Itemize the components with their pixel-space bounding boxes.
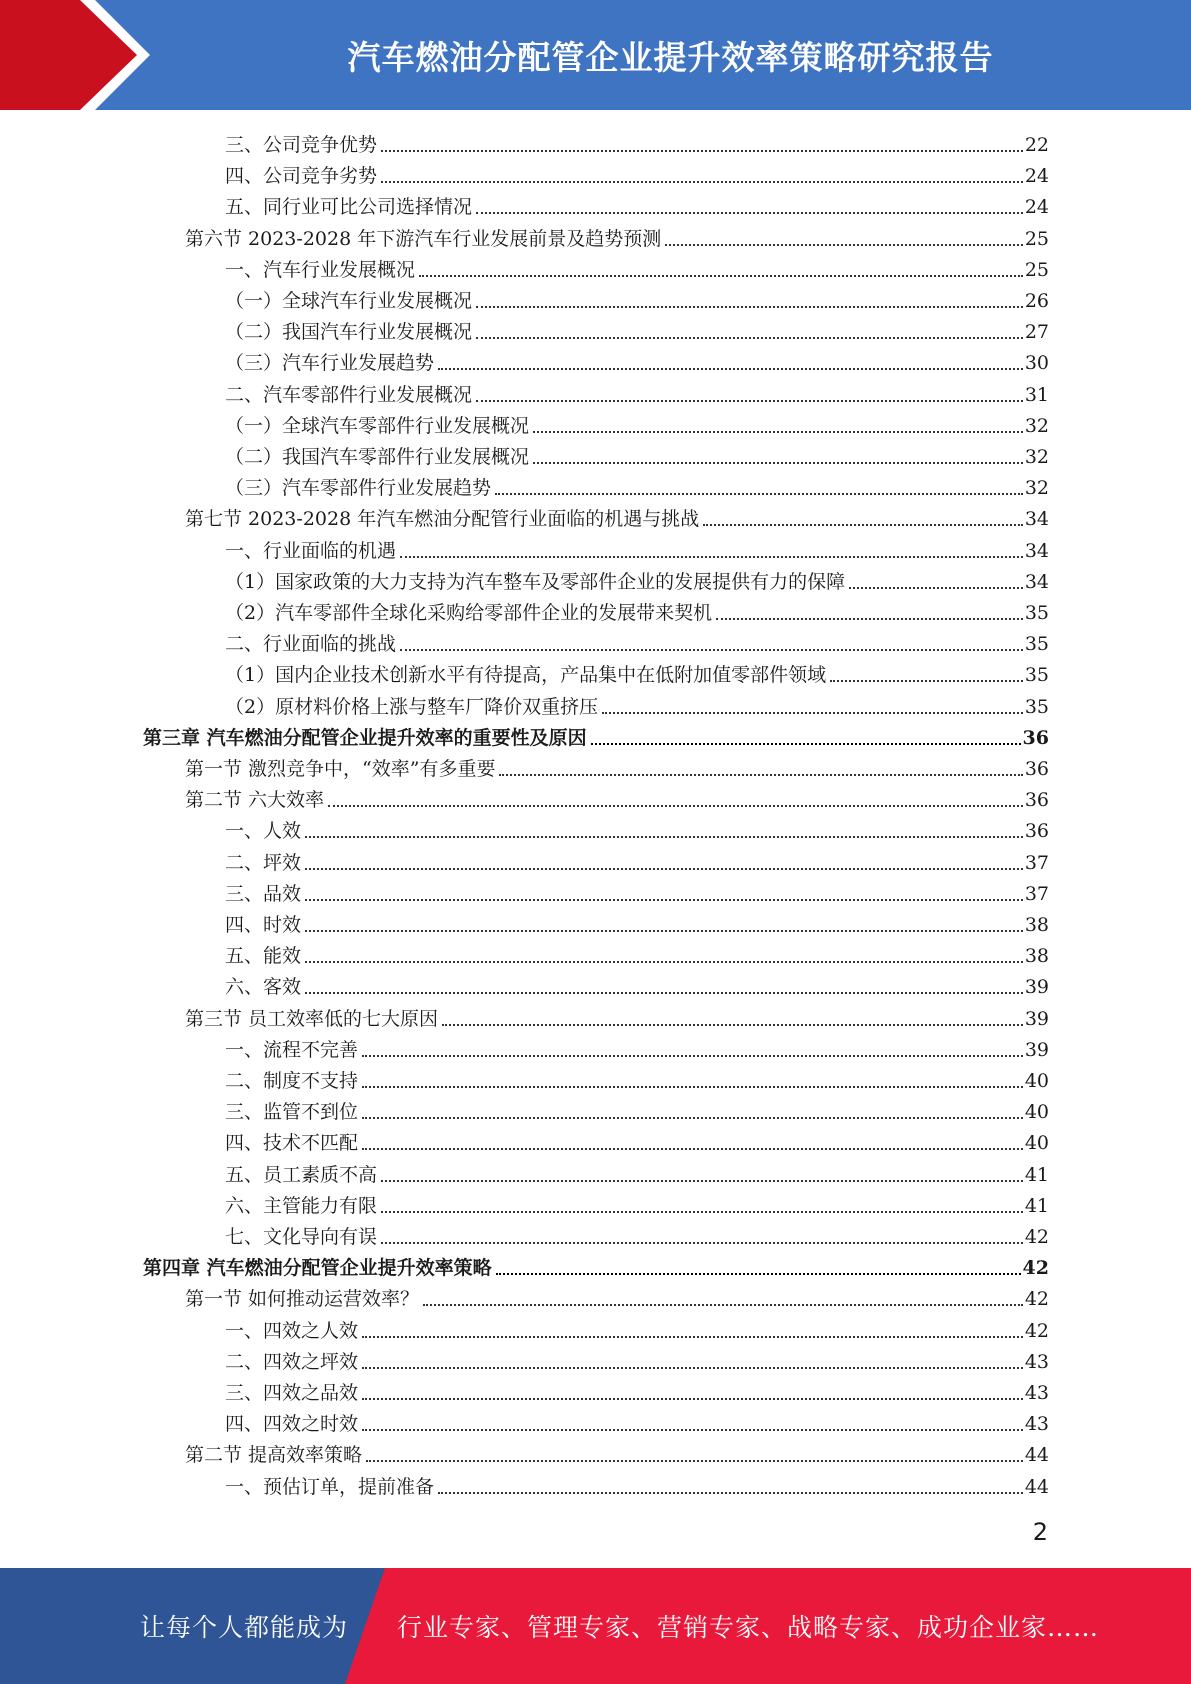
toc-entry-label: 四、时效 — [225, 914, 302, 936]
toc-entry-page: 36 — [1022, 726, 1049, 749]
toc-entry-label: 四、四效之时效 — [225, 1413, 359, 1436]
toc-entry-page: 32 — [1024, 446, 1049, 468]
toc-entry-page: 22 — [1024, 134, 1049, 156]
toc-entry-page: 34 — [1024, 570, 1049, 593]
toc-dot-leader — [362, 1367, 1023, 1369]
toc-subsection-entry[interactable] — [225, 314, 1049, 345]
toc-entry-label: 一、汽车行业发展概况 — [225, 258, 416, 281]
toc-subsection-entry[interactable] — [225, 938, 1049, 969]
toc-entry-label: 第七节 2023-2028 年汽车燃油分配管行业面临的机遇与挑战 — [185, 508, 700, 531]
toc-entry-label: （二）我国汽车行业发展概况 — [225, 321, 473, 344]
toc-entry-page: 42 — [1024, 1288, 1049, 1311]
toc-entry-label: （三）汽车行业发展趋势 — [225, 352, 435, 375]
toc-dot-leader — [362, 1055, 1023, 1057]
toc-dot-leader — [591, 743, 1021, 745]
toc-entry-label: 第一节 如何推动运营效率？ — [185, 1288, 420, 1311]
toc-dot-leader — [665, 244, 1023, 246]
toc-section-entry[interactable] — [185, 221, 1049, 252]
toc-dot-leader — [305, 930, 1023, 932]
toc-entry-page: 43 — [1024, 1382, 1049, 1404]
toc-entry-label: 二、汽车零部件行业发展概况 — [225, 383, 473, 406]
toc-entry-page: 35 — [1024, 664, 1049, 687]
toc-entry-page: 34 — [1024, 539, 1049, 562]
toc-subsection-entry[interactable] — [225, 1125, 1049, 1156]
toc-entry-label: 第六节 2023-2028 年下游汽车行业发展前景及趋势预测 — [185, 227, 662, 250]
toc-entry-label: 二、坪效 — [225, 851, 302, 874]
toc-entry-label: 第三节 员工效率低的七大原因 — [185, 1007, 439, 1030]
toc-dot-leader — [400, 556, 1023, 558]
toc-entry-page: 39 — [1024, 976, 1049, 999]
toc-subsection-entry[interactable] — [225, 127, 1049, 158]
toc-dot-leader — [305, 836, 1023, 838]
toc-subsection-entry[interactable] — [225, 689, 1049, 720]
toc-entry-label: （一）全球汽车零部件行业发展概况 — [225, 414, 530, 437]
header-banner — [0, 0, 1191, 110]
toc-dot-leader — [438, 368, 1023, 370]
toc-entry-label: 一、人效 — [225, 820, 302, 843]
toc-dot-leader — [362, 1117, 1023, 1119]
toc-subsection-entry[interactable] — [225, 345, 1049, 376]
toc-entry-page: 42 — [1024, 1319, 1049, 1342]
toc-dot-leader — [830, 680, 1023, 682]
toc-entry-label: 一、预估订单，提前准备 — [225, 1475, 435, 1498]
toc-dot-leader — [533, 431, 1023, 433]
toc-dot-leader — [381, 150, 1023, 152]
toc-entry-page: 36 — [1024, 820, 1049, 843]
toc-subsection-entry[interactable] — [225, 283, 1049, 314]
toc-dot-leader — [442, 1024, 1023, 1026]
toc-subsection-entry[interactable] — [225, 1219, 1049, 1250]
toc-dot-leader — [362, 1429, 1023, 1431]
toc-subsection-entry[interactable] — [225, 189, 1049, 220]
page-number: 2 — [1032, 1518, 1048, 1546]
toc-entry-page: 24 — [1024, 165, 1049, 188]
toc-dot-leader — [400, 649, 1023, 651]
toc-entry-label: （一）全球汽车行业发展概况 — [225, 290, 473, 312]
toc-dot-leader — [362, 1336, 1023, 1338]
toc-entry-label: 一、行业面临的机遇 — [225, 539, 397, 562]
toc-entry-page: 40 — [1024, 1070, 1049, 1092]
toc-dot-leader — [849, 587, 1023, 589]
toc-entry-page: 40 — [1024, 1132, 1049, 1155]
toc-entry-page: 35 — [1024, 633, 1049, 656]
toc-entry-label: 五、能效 — [225, 945, 302, 968]
toc-subsection-entry[interactable] — [225, 439, 1049, 470]
toc-entry-label: 第二节 提高效率策略 — [185, 1444, 363, 1467]
toc-dot-leader — [328, 805, 1023, 807]
toc-entry-label: 三、四效之品效 — [225, 1382, 359, 1404]
toc-dot-leader — [419, 275, 1023, 277]
toc-dot-leader — [305, 992, 1023, 994]
toc-dot-leader — [305, 868, 1023, 870]
toc-dot-leader — [499, 774, 1022, 776]
toc-entry-label: （2）原材料价格上涨与整车厂降价双重挤压 — [225, 695, 599, 718]
toc-dot-leader — [366, 1460, 1023, 1462]
toc-entry-page: 43 — [1024, 1413, 1049, 1436]
toc-subsection-entry[interactable] — [225, 969, 1049, 1000]
toc-entry-page: 38 — [1024, 945, 1049, 968]
toc-subsection-entry[interactable] — [225, 657, 1049, 688]
toc-entry-label: 一、四效之人效 — [225, 1319, 359, 1342]
footer-banner — [0, 1568, 1191, 1684]
toc-entry-page: 36 — [1024, 758, 1049, 780]
toc-entry-label: 四、技术不匹配 — [225, 1132, 359, 1155]
toc-subsection-entry[interactable] — [225, 377, 1049, 408]
toc-entry-label: （2）汽车零部件全球化采购给零部件企业的发展带来契机 — [225, 602, 713, 624]
toc-section-entry[interactable] — [185, 1437, 1049, 1468]
toc-entry-page: 37 — [1024, 851, 1049, 874]
toc-subsection-entry[interactable] — [225, 845, 1049, 876]
toc-subsection-entry[interactable] — [225, 1406, 1049, 1437]
toc-entry-page: 31 — [1024, 383, 1049, 406]
toc-entry-page: 32 — [1024, 414, 1049, 437]
toc-entry-page: 43 — [1024, 1350, 1049, 1373]
toc-entry-label: 三、公司竞争优势 — [225, 134, 378, 156]
toc-entry-label: 第一节 激烈竞争中，“效率”有多重要 — [185, 758, 496, 780]
toc-entry-label: （1）国内企业技术创新水平有待提高，产品集中在低附加值零部件领域 — [225, 664, 827, 687]
toc-entry-label: 二、制度不支持 — [225, 1070, 359, 1092]
toc-entry-label: 三、品效 — [225, 882, 302, 905]
toc-dot-leader — [495, 493, 1023, 495]
toc-entry-page: 35 — [1024, 602, 1049, 624]
toc-chapter-entry[interactable] — [143, 1250, 1049, 1281]
toc-entry-page: 30 — [1024, 352, 1049, 375]
toc-entry-page: 42 — [1024, 1226, 1049, 1248]
toc-subsection-entry[interactable] — [225, 626, 1049, 657]
toc-dot-leader — [423, 1304, 1023, 1306]
toc-subsection-entry[interactable] — [225, 813, 1049, 844]
toc-subsection-entry[interactable] — [225, 470, 1049, 501]
toc-subsection-entry[interactable] — [225, 1375, 1049, 1406]
toc-entry-label: （三）汽车零部件行业发展趋势 — [225, 477, 492, 500]
toc-subsection-entry[interactable] — [225, 595, 1049, 626]
toc-entry-page: 36 — [1024, 789, 1049, 812]
toc-entry-page: 42 — [1022, 1257, 1049, 1280]
toc-section-entry[interactable] — [185, 751, 1049, 782]
toc-entry-page: 38 — [1024, 914, 1049, 936]
toc-dot-leader — [381, 181, 1023, 183]
toc-entry-page: 41 — [1024, 1163, 1049, 1186]
toc-dot-leader — [305, 961, 1023, 963]
toc-subsection-entry[interactable] — [225, 1313, 1049, 1344]
toc-dot-leader — [716, 618, 1023, 620]
toc-subsection-entry[interactable] — [225, 564, 1049, 595]
toc-subsection-entry[interactable] — [225, 907, 1049, 938]
toc-entry-label: 第二节 六大效率 — [185, 789, 325, 812]
toc-dot-leader — [476, 212, 1023, 214]
toc-entry-label: 二、行业面临的挑战 — [225, 633, 397, 656]
toc-subsection-entry[interactable] — [225, 1188, 1049, 1219]
toc-dot-leader — [381, 1242, 1023, 1244]
toc-entry-label: 三、监管不到位 — [225, 1101, 359, 1124]
toc-dot-leader — [476, 306, 1023, 308]
toc-dot-leader — [703, 524, 1023, 526]
toc-dot-leader — [602, 712, 1023, 714]
toc-dot-leader — [362, 1398, 1023, 1400]
toc-section-entry[interactable] — [185, 1001, 1049, 1032]
toc-dot-leader — [438, 1492, 1023, 1494]
header-arrow-decoration — [0, 0, 150, 110]
toc-dot-leader — [533, 462, 1023, 464]
footer-slogan-left: 让每个人都能成为 — [140, 1613, 349, 1642]
toc-dot-leader — [362, 1086, 1023, 1088]
toc-subsection-entry[interactable] — [225, 876, 1049, 907]
toc-entry-page: 34 — [1024, 508, 1049, 531]
toc-entry-page: 44 — [1024, 1444, 1049, 1467]
footer-slogan-right: 行业专家、管理专家、营销专家、战略专家、成功企业家…… — [397, 1613, 1100, 1642]
toc-subsection-entry[interactable] — [225, 408, 1049, 439]
toc-entry-page: 35 — [1024, 695, 1049, 718]
toc-entry-page: 40 — [1024, 1101, 1049, 1124]
toc-entry-page: 39 — [1024, 1038, 1049, 1061]
toc-entry-page: 39 — [1024, 1007, 1049, 1030]
toc-entry-label: 六、主管能力有限 — [225, 1194, 378, 1217]
toc-dot-leader — [305, 899, 1023, 901]
toc-entry-page: 25 — [1024, 258, 1049, 281]
toc-entry-page: 41 — [1024, 1194, 1049, 1217]
toc-entry-label: 二、四效之坪效 — [225, 1350, 359, 1373]
toc-subsection-entry[interactable] — [225, 1344, 1049, 1375]
toc-entry-label: 第四章 汽车燃油分配管企业提升效率策略 — [143, 1257, 492, 1280]
toc-entry-page: 32 — [1024, 477, 1049, 500]
toc-subsection-entry[interactable] — [225, 1032, 1049, 1063]
toc-entry-label: 六、客效 — [225, 976, 302, 999]
toc-section-entry[interactable] — [185, 782, 1049, 813]
toc-entry-label: 四、公司竞争劣势 — [225, 165, 378, 188]
toc-entry-label: 第三章 汽车燃油分配管企业提升效率的重要性及原因 — [143, 726, 587, 749]
toc-entry-label: （1）国家政策的大力支持为汽车整车及零部件企业的发展提供有力的保障 — [225, 570, 846, 593]
toc-entry-page: 37 — [1024, 882, 1049, 905]
toc-dot-leader — [381, 1211, 1023, 1213]
toc-entry-page: 26 — [1024, 290, 1049, 312]
toc-chapter-entry[interactable] — [143, 720, 1049, 751]
toc-entry-page: 44 — [1024, 1475, 1049, 1498]
toc-entry-label: 五、同行业可比公司选择情况 — [225, 196, 473, 219]
toc-dot-leader — [476, 337, 1023, 339]
toc-dot-leader — [362, 1148, 1023, 1150]
toc-subsection-entry[interactable] — [225, 158, 1049, 189]
document-title: 汽车燃油分配管企业提升效率策略研究报告 — [347, 37, 994, 77]
toc-section-entry[interactable] — [185, 1281, 1049, 1312]
toc-subsection-entry[interactable] — [225, 1469, 1049, 1500]
toc-entry-label: 一、流程不完善 — [225, 1038, 359, 1061]
toc-section-entry[interactable] — [185, 501, 1049, 532]
toc-dot-leader — [476, 400, 1023, 402]
toc-entry-label: 七、文化导向有误 — [225, 1226, 378, 1248]
toc-entry-page: 25 — [1024, 227, 1049, 250]
toc-subsection-entry[interactable] — [225, 1157, 1049, 1188]
toc-entry-page: 24 — [1024, 196, 1049, 219]
toc-subsection-entry[interactable] — [225, 1063, 1049, 1094]
toc-entry-label: （二）我国汽车零部件行业发展概况 — [225, 446, 530, 468]
toc-dot-leader — [381, 1180, 1023, 1182]
toc-entry-label: 五、员工素质不高 — [225, 1163, 378, 1186]
toc-dot-leader — [496, 1273, 1021, 1275]
toc-subsection-entry[interactable] — [225, 1094, 1049, 1125]
toc-subsection-entry[interactable] — [225, 252, 1049, 283]
toc-entry-page: 27 — [1024, 321, 1049, 344]
toc-subsection-entry[interactable] — [225, 533, 1049, 564]
